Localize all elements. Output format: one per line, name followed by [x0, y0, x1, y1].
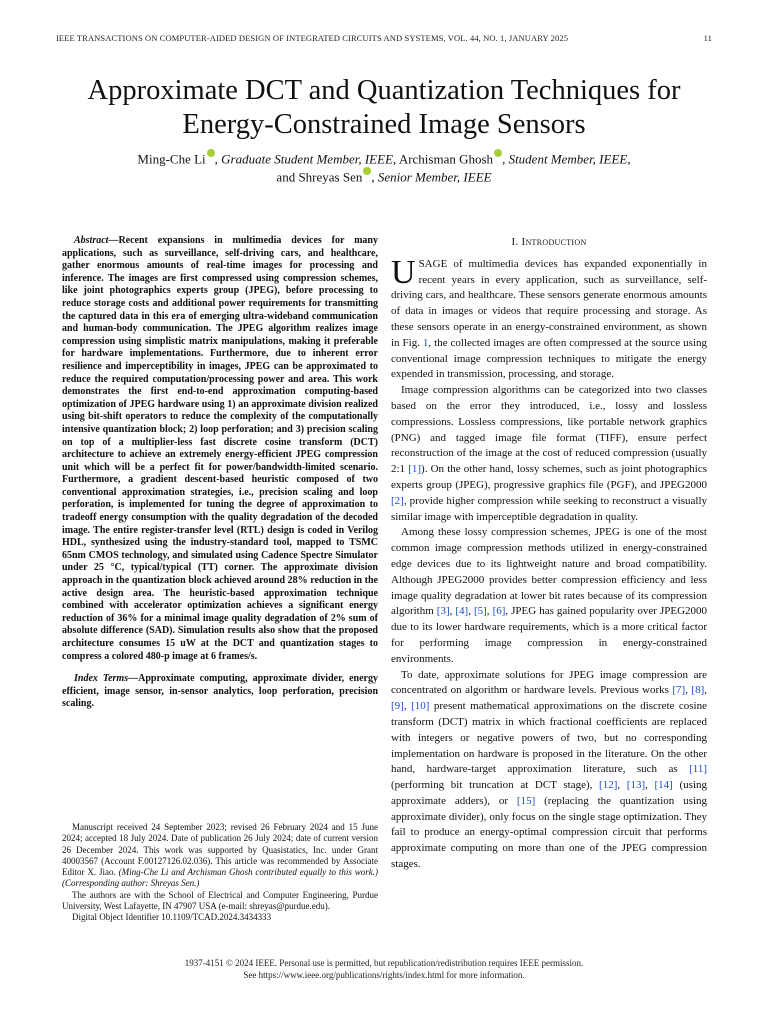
footnote-manuscript	[62, 822, 378, 890]
author-line-1: Ming-Che Li , Graduate Student Member, IEEE, Archisman Ghosh , Student Member, IEEE,	[60, 150, 708, 168]
separator: ,	[617, 779, 627, 792]
orcid-icon[interactable]	[494, 149, 502, 157]
footnote-dates: Manuscript received 24 September 2023; revised 26 February 2024 and 15 June 2024; accepted 18 July 2024. Date of publication 26 July 2024; date of current version 26 December 2024. This work was supported by Quasistatics, Inc. under Grant 40003567 (Account F.00127126.02.036). This article was recommended by Associate Editor X. Jiao.	[62, 822, 378, 878]
footnote-affiliation: The authors are with the School of Electrical and Computer Engineering, Purdue University, West Lafayette, IN 47907 USA (e-mail: shreyas@purdue.edu).	[62, 889, 378, 912]
intro-text: , JPEG has gained popularity over JPEG2000 due to its lower hardware requirements, which is a more critical factor for performing image compression in energy-constrained environments.	[391, 605, 708, 665]
intro-paragraph-1	[391, 253, 707, 383]
author-2-role: Student Member, IEEE	[508, 151, 628, 167]
citation-link[interactable]: [14]	[654, 779, 673, 792]
citation-link[interactable]: [9]	[391, 700, 404, 713]
author-3-role: Senior Member, IEEE	[377, 169, 492, 185]
doi: Digital Object Identifier 10.1109/TCAD.2024.3434333	[72, 912, 272, 923]
intro-text: (using approximate adders), or	[391, 779, 707, 807]
intro-text: , provide higher compression while seeking to reconstruct a visually similar image with imperceptible degradation in quality.	[391, 494, 707, 523]
citation-link[interactable]: [12]	[599, 779, 618, 792]
citation-link[interactable]: [4]	[455, 605, 469, 618]
intro-text: present mathematical approximations on the discrete cosine transform (DCT) matrix in which fractional coefficients are replaced with integers or negative powers of two, but no corresponding implementation on hardware is proposed in the literature. On the other hand, hardware-target approximation literature, such as	[391, 700, 707, 776]
author-list	[60, 150, 708, 187]
separator: ,	[486, 605, 493, 618]
abstract-lead: Abstract—	[74, 235, 119, 246]
copyright-line-1: 1937-4151 © 2024 IEEE. Personal use is permitted, but republication/redistribution requires IEEE permission.	[184, 958, 584, 968]
citation-link[interactable]: [13]	[626, 779, 646, 792]
section-heading	[391, 235, 707, 251]
citation-link[interactable]: [3]	[436, 605, 450, 618]
intro-text: , the collected images are often compressed at the source using conventional image compression techniques to mitigate the energy expended in transmission, processing, and storage.	[391, 336, 707, 381]
separator: ,	[449, 605, 456, 618]
running-header	[56, 33, 712, 43]
journal-name: IEEE TRANSACTIONS ON COMPUTER-AIDED DESIGN OF INTEGRATED CIRCUITS AND SYSTEMS, VOL. 44, NO. 1, JANUARY 2025	[56, 33, 569, 43]
abstract-text: Recent expansions in multimedia devices for many applications, such as surveillance, self-driving cars, and healthcare, gather enormous amounts of real-time images for processing and inference. The images are first compressed using compression schemes, like joint photographics experts group (JPEG), before processing to reduce storage costs and additional power requirements for transmitting the captured data in this era of emerging ultra-wideband communication and human-body communication. The JPEG algorithm realizes image compression using simplistic matrix manipulations, making it preferable for hardware implementations. Furthermore, due to inherent error resilience and imperceptibility in images, JPEG can be approximated to reduce the required computation/processing power and area. This work demonstrates the first end-to-end approximation computing-based optimization of JPEG hardware using 1) an approximate division realized using bit-shift operators to reduce the complexity of the computationally intensive quantization block; 2) loop perforation; and 3) precision scaling on top of a multiplier-less fast discrete cosine transform (DCT) architecture to achieve an extremely energy-efficient JPEG compression unit which will be a perfect fit for power/bandwidth-limited scenario. Furthermore, a gradient descent-based heuristic composed of two conventional approximation strategies, i.e., precision scaling and loop perforation, is implemented for tuning the degree of approximation to tradeoff energy consumption with the quality degradation of the decoded image. The entire register-transfer level (RTL) design is coded in Verilog HDL, synthesized using the industry-standard tool, mapped to TSMC 65nm CMOS technology, and simulated using Cadence Spectre Simulator under 25 °C, typical/typical (TT) corner. The approximate division approach in the quantization block achieved around 28% reduction in the active design area. The heuristic-based approximation technique combined with accelerator optimization achieves a significant energy reduction of 36% for a minimal image quality degradation of 2% sum of absolute difference (SAD). Simulation results also show that the proposed architecture consumes 15 uW at the DCT and quantization stages to compress a colored 480-p image at 6 frames/s.	[62, 235, 378, 662]
intro-paragraph-3	[391, 525, 707, 667]
section-title: Introduction	[521, 236, 587, 248]
index-terms	[62, 673, 378, 711]
intro-text: Among these lossy compression schemes, JPEG is one of the most common image compression methods utilized in energy-constrained edge devices due to its lightweight nature and broad compatibility. Although JPEG2000 provides better compression efficiency and less image quality degradation at lower bit rates because of its compression algorithm	[391, 526, 707, 618]
intro-text: Image compression algorithms can be categorized into two classes based on the error they introduced, i.e., lossy and lossless compressions. Lossless compressions, like portable network graphics (PNG) and tagged image file format (TIFF), ensure perfect reconstruction of the image at the cost of reduced compression (usually 2:1	[391, 384, 707, 476]
index-terms-lead: Index Terms—	[74, 673, 139, 685]
intro-text: of multimedia devices has expanded exponentially in recent years in every application, such as surveillance, self-driving cars, and healthcare. These sensors generate enormous amounts of data in images or videos that require processing and storage. As these sensors operate in an energy-constrained environment, as shown in Fig.	[391, 257, 707, 349]
paper-title	[40, 74, 728, 142]
intro-paragraph-4	[391, 668, 707, 873]
separator: ,	[468, 605, 474, 618]
author-line-2: and Shreyas Sen , Senior Member, IEEE	[60, 168, 708, 186]
citation-link[interactable]: [15]	[516, 794, 536, 807]
citation-link[interactable]: [10]	[411, 700, 430, 713]
figure-link[interactable]: 1	[422, 336, 429, 349]
intro-text: ). On the other hand, lossy schemes, such as joint photographics experts group (JPEG), progressive graphics file (PGF), and JPEG2000	[391, 463, 708, 491]
citation-link[interactable]: [5]	[473, 605, 487, 618]
citation-link[interactable]: [8]	[691, 684, 705, 697]
citation-link[interactable]: [2]	[391, 494, 404, 507]
right-column	[391, 235, 707, 873]
page-number: 11	[703, 33, 712, 43]
author-3-name: and Shreyas Sen	[276, 169, 363, 185]
drop-cap: U	[391, 253, 416, 291]
copyright-notice	[40, 958, 728, 981]
copyright-line-2: See https://www.ieee.org/publications/rights/index.html for more information.	[243, 969, 525, 980]
citation-link[interactable]: [7]	[672, 684, 686, 697]
orcid-icon[interactable]	[363, 167, 371, 175]
footnote-contribution: (Ming-Che Li and Archisman Ghosh contributed equally to this work.) (Corresponding author: Shreyas Sen.)	[62, 867, 379, 889]
intro-text: To date, approximate solutions for JPEG image compression are concentrated on algorithm or hardware levels. Previous works	[391, 668, 707, 697]
separator: ,	[645, 779, 655, 792]
section-number: I.	[511, 236, 519, 248]
intro-caps: SAGE	[418, 257, 448, 270]
citation-link[interactable]: [1]	[408, 463, 422, 476]
title-line-1: Approximate DCT and Quantization Techniques for	[87, 75, 681, 106]
abstract	[62, 235, 378, 663]
author-1-name: Ming-Che Li	[137, 151, 206, 167]
index-terms-text: Approximate computing, approximate divider, energy efficient, image sensor, in-sensor analytics, loop perforation, precision scaling.	[62, 673, 378, 710]
manuscript-footnote	[62, 822, 378, 924]
title-line-2: Energy-Constrained Image Sensors	[182, 109, 586, 140]
citation-link[interactable]: [6]	[492, 605, 506, 618]
separator: ,	[704, 684, 707, 697]
intro-paragraph-2	[391, 383, 707, 525]
citation-link[interactable]: [11]	[689, 763, 707, 776]
author-1-role: Graduate Student Member, IEEE	[221, 151, 394, 167]
separator: ,	[403, 700, 412, 713]
orcid-icon[interactable]	[207, 149, 215, 157]
intro-text: (performing bit truncation at DCT stage),	[391, 779, 600, 792]
left-column	[62, 235, 378, 711]
intro-text: (replacing the quantization using approximate divider), only focus on the single stage optimization. They fail to produce an energy-optimal compression circuit that performs approximate computing on more than one of the JPEG compression stages.	[391, 794, 708, 871]
separator: ,	[685, 684, 692, 697]
author-2-name: Archisman Ghosh	[398, 151, 494, 167]
